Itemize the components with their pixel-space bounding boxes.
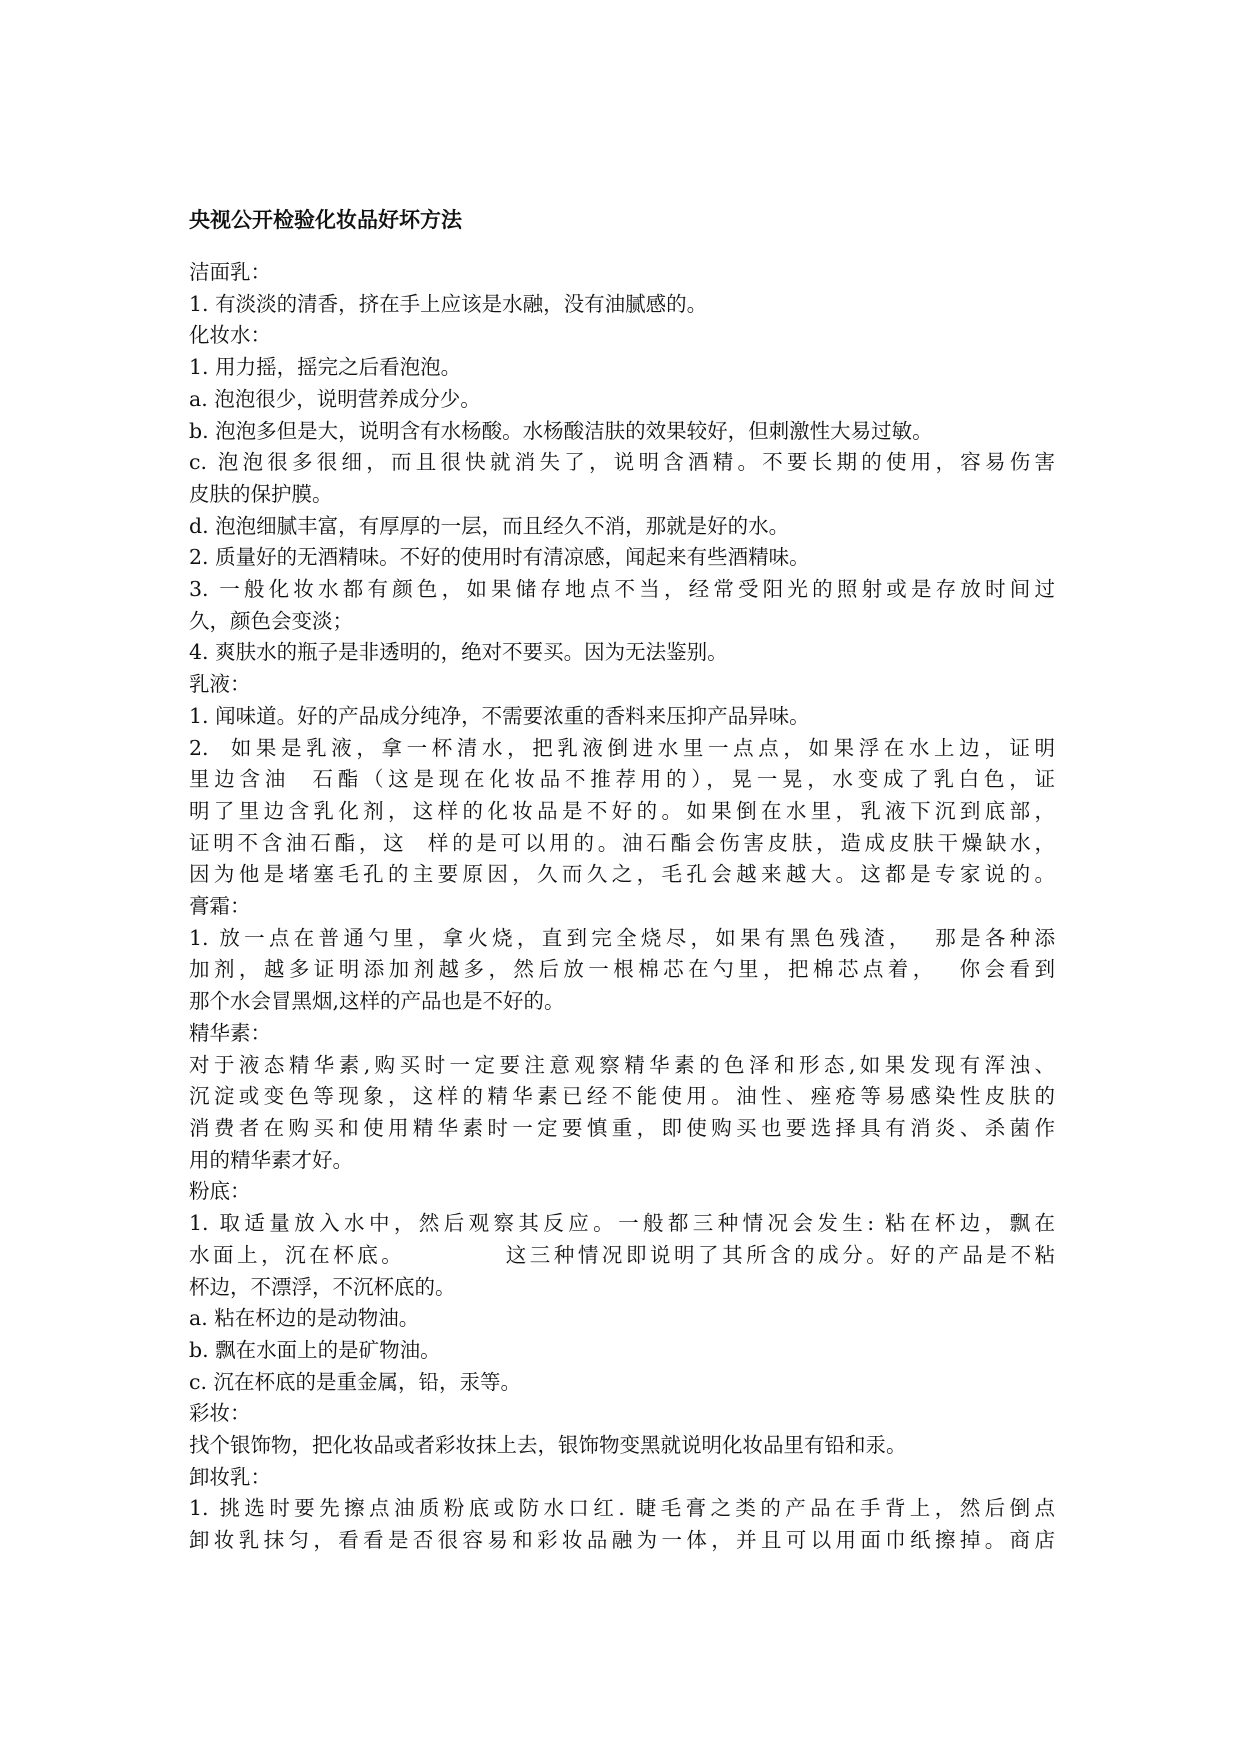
section-heading: 乳液： [189,672,251,697]
body-line: 1. 挑选时要先擦点油质粉底或防水口红. 睫毛膏之类的产品在手背上，然后倒点 [189,1496,1055,1521]
body-line: a. 粘在杯边的是动物油。 [189,1306,420,1331]
body-line: 3. 一般化妆水都有颜色，如果储存地点不当，经常受阳光的照射或是存放时间过 [189,577,1055,602]
body-line: 2. 如果是乳液，拿一杯清水，把乳液倒进水里一点点，如果浮在水上边，证明 [189,735,1055,760]
document-title: 央视公开检验化妆品好坏方法 [189,208,462,232]
body-line: 1. 用力摇，摇完之后看泡泡。 [189,355,462,380]
body-line: b. 飘在水面上的是矿物油。 [189,1337,441,1362]
section-heading: 膏霜： [189,894,251,919]
document-body [189,257,1055,1557]
section-heading: 精华素： [189,1020,271,1045]
body-line: 卸妆乳抹匀，看看是否很容易和彩妆品融为一体，并且可以用面巾纸擦掉。商店 [189,1528,1055,1553]
body-line: 对于液态精华素,购买时一定要注意观察精华素的色泽和形态,如果发现有浑浊、 [189,1052,1055,1077]
body-line: 1. 取适量放入水中，然后观察其反应。一般都三种情况会发生: 粘在杯边，飘在 [189,1211,1055,1236]
body-line: c. 沉在杯底的是重金属，铅，汞等。 [189,1369,522,1394]
body-line: 明了里边含乳化剂，这样的化妆品是不好的。如果倒在水里，乳液下沉到底部， [189,798,1055,823]
body-line: d. 泡泡细腻丰富，有厚厚的一层，而且经久不消，那就是好的水。 [189,513,790,538]
body-line: 2. 质量好的无酒精味。不好的使用时有清凉感，闻起来有些酒精味。 [189,545,810,570]
body-line: 水面上，沉在杯底。 这三种情况即说明了其所含的成分。好的产品是不粘 [189,1242,1055,1267]
body-line: 1. 闻味道。好的产品成分纯净，不需要浓重的香料来压抑产品异味。 [189,703,810,728]
body-line: c. 泡泡很多很细，而且很快就消失了，说明含酒精。不要长期的使用，容易伤害 [189,450,1055,475]
body-line: a. 泡泡很少，说明营养成分少。 [189,386,481,411]
body-line: 因为他是堵塞毛孔的主要原因，久而久之，毛孔会越来越大。这都是专家说的。 [189,862,1055,887]
section-heading: 彩妆： [189,1401,251,1426]
body-line: 加剂，越多证明添加剂越多，然后放一根棉芯在勺里，把棉芯点着， 你会看到 [189,957,1055,982]
body-line: 1. 放一点在普通勺里，拿火烧，直到完全烧尽，如果有黑色残渣， 那是各种添 [189,925,1055,950]
body-line: 久，颜色会变淡； [189,608,353,633]
section-heading: 卸妆乳： [189,1464,271,1489]
body-line: 里边含油 石酯（这是现在化妆品不推荐用的），晃一晃，水变成了乳白色，证 [189,767,1055,792]
body-line: 沉淀或变色等现象，这样的精华素已经不能使用。油性、痤疮等易感染性皮肤的 [189,1084,1055,1109]
body-line: 那个水会冒黑烟,这样的产品也是不好的。 [189,989,565,1014]
section-heading: 化妆水： [189,323,271,348]
body-line: b. 泡泡多但是大，说明含有水杨酸。水杨酸洁肤的效果较好，但刺激性大易过敏。 [189,418,933,443]
body-line: 找个银饰物，把化妆品或者彩妆抹上去，银饰物变黑就说明化妆品里有铅和汞。 [189,1433,907,1458]
body-line: 消费者在购买和使用精华素时一定要慎重，即使购买也要选择具有消炎、杀菌作 [189,1115,1055,1140]
section-heading: 粉底： [189,1179,251,1204]
body-line: 用的精华素才好。 [189,1147,353,1172]
body-line: 4. 爽肤水的瓶子是非透明的，绝对不要买。因为无法鉴别。 [189,640,728,665]
body-line: 1. 有淡淡的清香，挤在手上应该是水融，没有油腻感的。 [189,291,708,316]
body-line: 杯边，不漂浮，不沉杯底的。 [189,1274,456,1299]
body-line: 证明不含油石酯，这 样的是可以用的。油石酯会伤害皮肤，造成皮肤干燥缺水， [189,830,1055,855]
section-heading: 洁面乳： [189,260,271,284]
document-page [189,205,1055,1557]
body-line: 皮肤的保护膜。 [189,481,333,506]
